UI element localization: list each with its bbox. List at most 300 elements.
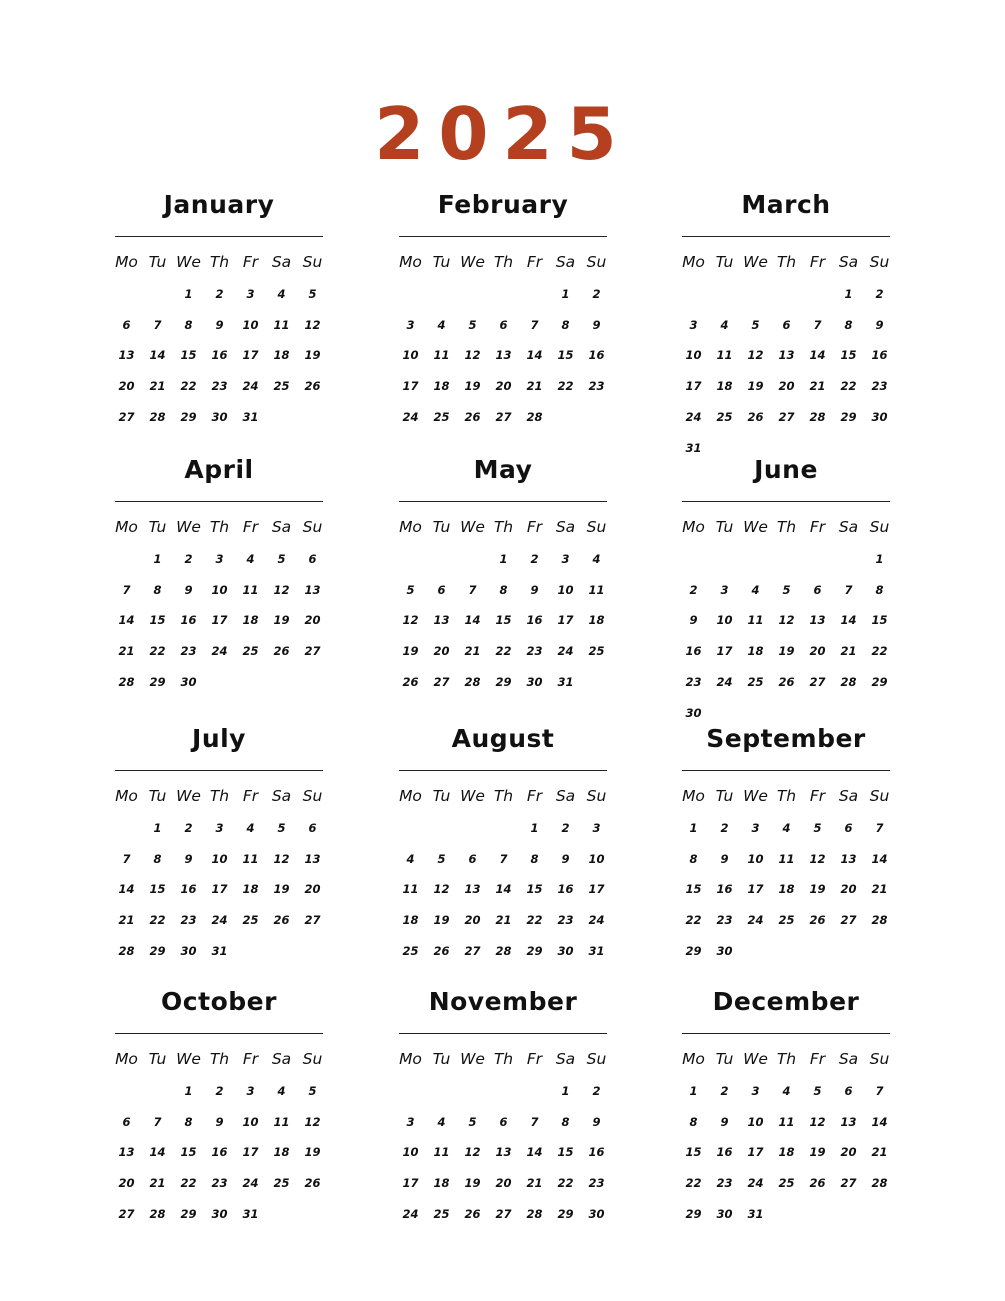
- day-cell: 27: [495, 1206, 512, 1221]
- day-cell: 30: [180, 943, 197, 958]
- day-cell: 11: [433, 348, 450, 363]
- day-cell: 11: [716, 348, 733, 363]
- weekday-header: Mo: [115, 787, 138, 805]
- day-cell: 23: [180, 644, 197, 659]
- day-cell: 23: [588, 379, 605, 394]
- empty-cell: [426, 1076, 457, 1107]
- empty-cell: [395, 1076, 426, 1107]
- day-cell: 24: [211, 913, 228, 928]
- weekday-header: Sa: [271, 787, 292, 805]
- day-cell: 24: [747, 913, 764, 928]
- day-cell: 1: [689, 820, 698, 835]
- day-cell: 11: [778, 851, 795, 866]
- day-cell: 29: [840, 409, 857, 424]
- day-cell: 4: [277, 286, 286, 301]
- day-cell: 5: [782, 582, 791, 597]
- day-cell: 25: [242, 913, 259, 928]
- empty-cell: [457, 279, 488, 310]
- day-cell: 22: [149, 913, 166, 928]
- day-cell: 20: [118, 1176, 135, 1191]
- day-cell: 9: [720, 851, 729, 866]
- day-cell: 25: [778, 1176, 795, 1191]
- day-cell: 29: [149, 674, 166, 689]
- day-cell: 7: [122, 851, 131, 866]
- day-cell: 29: [685, 943, 702, 958]
- month-name: April: [184, 455, 254, 484]
- day-cell: 12: [747, 348, 764, 363]
- weekday-header: Sa: [555, 787, 576, 805]
- day-cell: 8: [184, 1114, 193, 1129]
- day-cell: 31: [685, 440, 702, 455]
- day-cell: 14: [871, 851, 888, 866]
- weekday-header: Sa: [838, 253, 859, 271]
- month-divider: [115, 1033, 323, 1034]
- day-cell: 25: [747, 674, 764, 689]
- day-cell: 4: [782, 1083, 791, 1098]
- day-cell: 3: [406, 1114, 415, 1129]
- weekday-header: Su: [302, 253, 323, 271]
- day-cell: 13: [809, 613, 826, 628]
- day-cell: 10: [402, 1145, 419, 1160]
- day-cell: 31: [211, 943, 228, 958]
- day-cell: 11: [588, 582, 605, 597]
- day-cell: 20: [464, 913, 481, 928]
- day-cell: 18: [433, 379, 450, 394]
- empty-cell: [457, 1076, 488, 1107]
- day-cell: 26: [464, 409, 481, 424]
- day-cell: 1: [844, 286, 853, 301]
- day-cell: 24: [588, 913, 605, 928]
- day-cell: 14: [840, 613, 857, 628]
- day-cell: 12: [464, 348, 481, 363]
- days-grid: [678, 513, 894, 729]
- day-cell: 15: [685, 882, 702, 897]
- day-cell: 15: [557, 1145, 574, 1160]
- day-cell: 3: [592, 820, 601, 835]
- day-cell: 6: [122, 1114, 131, 1129]
- day-cell: 13: [840, 1114, 857, 1129]
- day-cell: 4: [720, 317, 729, 332]
- day-cell: 10: [402, 348, 419, 363]
- day-cell: 1: [499, 551, 508, 566]
- empty-cell: [833, 544, 864, 575]
- month-name: November: [428, 987, 578, 1016]
- day-cell: 2: [215, 286, 224, 301]
- day-cell: 6: [782, 317, 791, 332]
- day-cell: 23: [211, 1176, 228, 1191]
- day-cell: 27: [778, 409, 795, 424]
- day-cell: 7: [844, 582, 853, 597]
- empty-cell: [457, 544, 488, 575]
- weekday-header: Sa: [838, 518, 859, 536]
- day-cell: 12: [464, 1145, 481, 1160]
- days-grid: [111, 1045, 327, 1230]
- day-cell: 24: [716, 674, 733, 689]
- day-cell: 1: [184, 1083, 193, 1098]
- weekday-header: We: [460, 1050, 485, 1068]
- empty-cell: [519, 279, 550, 310]
- weekday-header: Fr: [526, 787, 543, 805]
- day-cell: 6: [844, 820, 853, 835]
- day-cell: 22: [557, 379, 574, 394]
- day-cell: 26: [402, 674, 419, 689]
- day-cell: 23: [685, 674, 702, 689]
- day-cell: 23: [180, 913, 197, 928]
- day-cell: 15: [149, 882, 166, 897]
- weekday-header: Mo: [115, 1050, 138, 1068]
- weekday-header: Fr: [526, 518, 543, 536]
- day-cell: 8: [184, 317, 193, 332]
- day-cell: 10: [557, 582, 574, 597]
- day-cell: 16: [588, 348, 605, 363]
- day-cell: 12: [778, 613, 795, 628]
- day-cell: 15: [557, 348, 574, 363]
- weekday-header: Su: [869, 1050, 890, 1068]
- day-cell: 22: [557, 1176, 574, 1191]
- weekday-header: We: [176, 518, 201, 536]
- day-cell: 5: [277, 551, 286, 566]
- day-cell: 28: [526, 409, 543, 424]
- day-cell: 30: [685, 705, 702, 720]
- weekday-header: Sa: [271, 518, 292, 536]
- day-cell: 30: [588, 1206, 605, 1221]
- month-divider: [399, 501, 607, 502]
- day-cell: 31: [588, 943, 605, 958]
- day-cell: 16: [557, 882, 574, 897]
- day-cell: 17: [716, 644, 733, 659]
- day-cell: 19: [433, 913, 450, 928]
- day-cell: 23: [211, 379, 228, 394]
- day-cell: 2: [592, 286, 601, 301]
- day-cell: 5: [468, 1114, 477, 1129]
- day-cell: 7: [122, 582, 131, 597]
- day-cell: 17: [211, 882, 228, 897]
- day-cell: 9: [875, 317, 884, 332]
- day-cell: 25: [716, 409, 733, 424]
- weekday-header: Th: [776, 518, 797, 536]
- day-cell: 28: [809, 409, 826, 424]
- day-cell: 12: [273, 851, 290, 866]
- day-cell: 15: [871, 613, 888, 628]
- day-cell: 11: [402, 882, 419, 897]
- day-cell: 3: [246, 286, 255, 301]
- day-cell: 15: [685, 1145, 702, 1160]
- day-cell: 17: [402, 379, 419, 394]
- weekday-header: Tu: [715, 253, 734, 271]
- day-cell: 22: [495, 644, 512, 659]
- month-name: August: [451, 724, 555, 753]
- weekday-header: Fr: [809, 787, 826, 805]
- day-cell: 25: [402, 943, 419, 958]
- empty-cell: [678, 279, 709, 310]
- days-grid: [111, 513, 327, 698]
- day-cell: 21: [464, 644, 481, 659]
- day-cell: 15: [180, 1145, 197, 1160]
- day-cell: 30: [871, 409, 888, 424]
- day-cell: 10: [211, 582, 228, 597]
- day-cell: 18: [402, 913, 419, 928]
- weekday-header: Su: [302, 1050, 323, 1068]
- day-cell: 13: [464, 882, 481, 897]
- day-cell: 19: [747, 379, 764, 394]
- day-cell: 4: [246, 551, 255, 566]
- day-cell: 6: [844, 1083, 853, 1098]
- weekday-header: Sa: [271, 253, 292, 271]
- day-cell: 30: [716, 943, 733, 958]
- day-cell: 11: [747, 613, 764, 628]
- empty-cell: [678, 544, 709, 575]
- day-cell: 14: [118, 613, 135, 628]
- day-cell: 24: [557, 644, 574, 659]
- days-grid: [678, 248, 894, 464]
- day-cell: 19: [809, 1145, 826, 1160]
- month-name: May: [473, 455, 533, 484]
- day-cell: 20: [304, 882, 321, 897]
- weekday-header: Tu: [148, 253, 167, 271]
- month-november: [395, 987, 611, 1267]
- day-cell: 14: [809, 348, 826, 363]
- weekday-header: Tu: [148, 787, 167, 805]
- day-cell: 21: [118, 644, 135, 659]
- day-cell: 11: [242, 582, 259, 597]
- days-grid: [395, 248, 611, 433]
- month-may: [395, 455, 611, 735]
- day-cell: 28: [871, 1176, 888, 1191]
- day-cell: 3: [215, 820, 224, 835]
- day-cell: 29: [557, 1206, 574, 1221]
- weekday-header: Sa: [555, 253, 576, 271]
- day-cell: 9: [184, 582, 193, 597]
- empty-cell: [771, 544, 802, 575]
- weekday-header: Su: [869, 787, 890, 805]
- weekday-header: Th: [209, 787, 230, 805]
- day-cell: 17: [747, 1145, 764, 1160]
- day-cell: 14: [526, 1145, 543, 1160]
- day-cell: 24: [211, 644, 228, 659]
- day-cell: 18: [273, 1145, 290, 1160]
- month-divider: [399, 770, 607, 771]
- day-cell: 27: [304, 913, 321, 928]
- day-cell: 19: [304, 1145, 321, 1160]
- month-name: September: [706, 724, 866, 753]
- weekday-header: Sa: [271, 1050, 292, 1068]
- day-cell: 9: [720, 1114, 729, 1129]
- day-cell: 6: [813, 582, 822, 597]
- day-cell: 23: [557, 913, 574, 928]
- empty-cell: [395, 544, 426, 575]
- day-cell: 17: [242, 348, 259, 363]
- day-cell: 22: [180, 379, 197, 394]
- day-cell: 14: [495, 882, 512, 897]
- weekday-header: Su: [586, 1050, 607, 1068]
- month-divider: [399, 1033, 607, 1034]
- month-august: [395, 724, 611, 1004]
- day-cell: 10: [747, 851, 764, 866]
- day-cell: 25: [273, 379, 290, 394]
- day-cell: 27: [495, 409, 512, 424]
- day-cell: 27: [840, 1176, 857, 1191]
- weekday-header: Tu: [432, 1050, 451, 1068]
- day-cell: 7: [499, 851, 508, 866]
- day-cell: 12: [433, 882, 450, 897]
- weekday-header: Th: [209, 1050, 230, 1068]
- weekday-header: Fr: [809, 253, 826, 271]
- year-title: 2025: [374, 92, 631, 176]
- day-cell: 8: [530, 851, 539, 866]
- day-cell: 5: [813, 1083, 822, 1098]
- day-cell: 13: [304, 851, 321, 866]
- weekday-header: We: [743, 787, 768, 805]
- empty-cell: [395, 279, 426, 310]
- day-cell: 24: [402, 409, 419, 424]
- day-cell: 5: [468, 317, 477, 332]
- day-cell: 5: [308, 1083, 317, 1098]
- day-cell: 9: [215, 317, 224, 332]
- weekday-header: Tu: [432, 253, 451, 271]
- empty-cell: [709, 279, 740, 310]
- day-cell: 6: [308, 551, 317, 566]
- weekday-header: Su: [586, 253, 607, 271]
- day-cell: 10: [716, 613, 733, 628]
- day-cell: 19: [464, 379, 481, 394]
- day-cell: 8: [561, 1114, 570, 1129]
- day-cell: 18: [242, 613, 259, 628]
- day-cell: 24: [685, 409, 702, 424]
- day-cell: 16: [180, 882, 197, 897]
- day-cell: 22: [840, 379, 857, 394]
- weekday-header: Th: [493, 1050, 514, 1068]
- weekday-header: Su: [302, 787, 323, 805]
- day-cell: 5: [813, 820, 822, 835]
- day-cell: 10: [242, 1114, 259, 1129]
- weekday-header: Sa: [555, 518, 576, 536]
- month-name: January: [163, 190, 275, 219]
- days-grid: [395, 513, 611, 698]
- month-name: March: [741, 190, 831, 219]
- day-cell: 22: [526, 913, 543, 928]
- day-cell: 27: [118, 1206, 135, 1221]
- weekday-header: Fr: [809, 1050, 826, 1068]
- day-cell: 26: [464, 1206, 481, 1221]
- day-cell: 19: [464, 1176, 481, 1191]
- day-cell: 17: [685, 379, 702, 394]
- day-cell: 8: [689, 1114, 698, 1129]
- empty-cell: [709, 544, 740, 575]
- day-cell: 1: [153, 820, 162, 835]
- day-cell: 7: [468, 582, 477, 597]
- day-cell: 17: [402, 1176, 419, 1191]
- empty-cell: [488, 279, 519, 310]
- day-cell: 22: [685, 913, 702, 928]
- day-cell: 5: [277, 820, 286, 835]
- day-cell: 20: [118, 379, 135, 394]
- empty-cell: [488, 1076, 519, 1107]
- day-cell: 25: [433, 409, 450, 424]
- day-cell: 22: [149, 644, 166, 659]
- weekday-header: Th: [493, 787, 514, 805]
- day-cell: 2: [561, 820, 570, 835]
- day-cell: 15: [840, 348, 857, 363]
- day-cell: 16: [685, 644, 702, 659]
- day-cell: 28: [495, 943, 512, 958]
- day-cell: 3: [720, 582, 729, 597]
- day-cell: 26: [747, 409, 764, 424]
- day-cell: 18: [588, 613, 605, 628]
- day-cell: 9: [215, 1114, 224, 1129]
- day-cell: 25: [273, 1176, 290, 1191]
- day-cell: 13: [495, 348, 512, 363]
- day-cell: 28: [840, 674, 857, 689]
- day-cell: 3: [246, 1083, 255, 1098]
- day-cell: 31: [242, 409, 259, 424]
- day-cell: 2: [215, 1083, 224, 1098]
- weekday-header: Fr: [242, 1050, 259, 1068]
- days-grid: [678, 1045, 894, 1230]
- month-name: July: [192, 724, 246, 753]
- month-divider: [115, 770, 323, 771]
- empty-cell: [488, 813, 519, 844]
- day-cell: 6: [499, 1114, 508, 1129]
- day-cell: 19: [402, 644, 419, 659]
- day-cell: 11: [273, 317, 290, 332]
- day-cell: 11: [273, 1114, 290, 1129]
- day-cell: 26: [304, 379, 321, 394]
- day-cell: 1: [561, 1083, 570, 1098]
- day-cell: 10: [747, 1114, 764, 1129]
- weekday-header: Mo: [115, 253, 138, 271]
- weekday-header: Su: [586, 787, 607, 805]
- day-cell: 29: [149, 943, 166, 958]
- day-cell: 29: [180, 1206, 197, 1221]
- day-cell: 30: [211, 1206, 228, 1221]
- weekday-header: Tu: [715, 1050, 734, 1068]
- day-cell: 5: [437, 851, 446, 866]
- day-cell: 3: [751, 820, 760, 835]
- day-cell: 2: [530, 551, 539, 566]
- day-cell: 12: [402, 613, 419, 628]
- day-cell: 13: [495, 1145, 512, 1160]
- weekday-header: Mo: [399, 1050, 422, 1068]
- weekday-header: Tu: [148, 518, 167, 536]
- day-cell: 6: [308, 820, 317, 835]
- month-february: [395, 190, 611, 470]
- weekday-header: Sa: [555, 1050, 576, 1068]
- empty-cell: [111, 544, 142, 575]
- day-cell: 25: [242, 644, 259, 659]
- days-grid: [111, 248, 327, 433]
- day-cell: 31: [557, 674, 574, 689]
- day-cell: 20: [495, 379, 512, 394]
- weekday-header: We: [743, 253, 768, 271]
- day-cell: 20: [809, 644, 826, 659]
- weekday-header: We: [743, 518, 768, 536]
- weekday-header: We: [460, 253, 485, 271]
- empty-cell: [426, 544, 457, 575]
- day-cell: 8: [844, 317, 853, 332]
- weekday-header: Mo: [682, 787, 705, 805]
- day-cell: 25: [778, 913, 795, 928]
- day-cell: 24: [402, 1206, 419, 1221]
- day-cell: 27: [464, 943, 481, 958]
- day-cell: 16: [211, 348, 228, 363]
- day-cell: 11: [778, 1114, 795, 1129]
- day-cell: 23: [588, 1176, 605, 1191]
- day-cell: 30: [180, 674, 197, 689]
- empty-cell: [740, 544, 771, 575]
- weekday-header: Su: [869, 253, 890, 271]
- empty-cell: [457, 813, 488, 844]
- day-cell: 7: [813, 317, 822, 332]
